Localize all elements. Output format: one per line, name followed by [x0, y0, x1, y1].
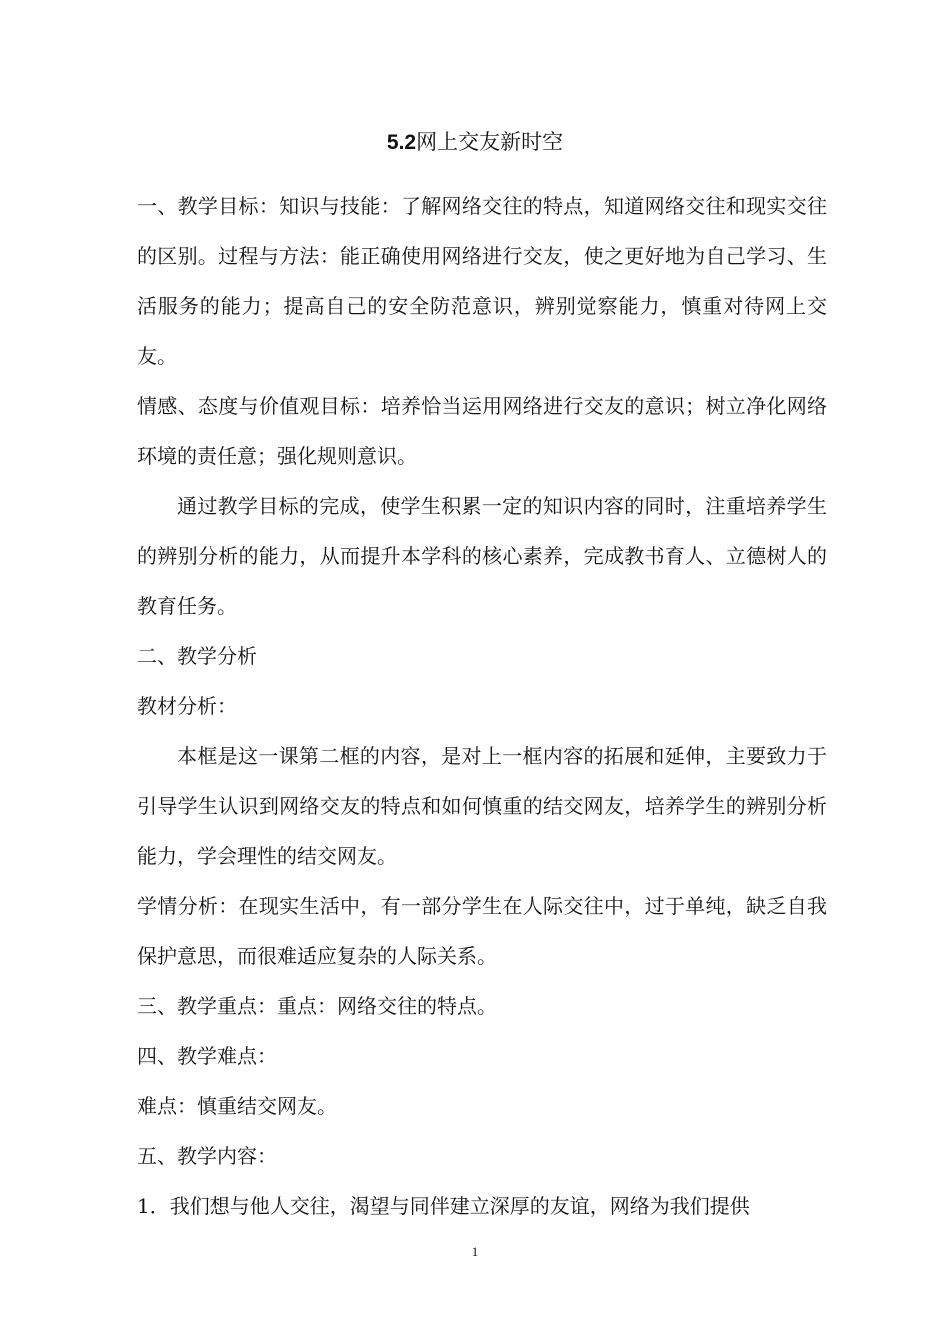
paragraph-student-analysis: 学情分析：在现实生活中，有一部分学生在人际交往中，过于单纯，缺乏自我保护意思，而很难适应复杂的人际关系。: [137, 894, 827, 968]
paragraph-textbook-analysis: 本框是这一课第二框的内容，是对上一框内容的拓展和延伸，主要致力于引导学生认识到网络交友的特点和如何慎重的结交网友，培养学生的辨别分析能力，学会理性的结交网友。: [137, 744, 827, 868]
title-number: 5.2: [386, 131, 417, 154]
heading-teaching-analysis: 二、教学分析: [137, 644, 257, 668]
paragraph-teaching-objectives: 一、教学目标：知识与技能：了解网络交往的特点，知道网络交往和现实交往的区别。过程与方法：能正确使用网络进行交友，使之更好地为自己学习、生活服务的能力；提高自己的安全防范意识，辨别觉察能力，慎重对待网上交友。: [137, 194, 827, 368]
paragraph-difficulties: 难点：慎重结交网友。: [137, 1094, 337, 1118]
paragraph-key-points: 三、教学重点：重点：网络交往的特点。: [137, 994, 497, 1018]
document-title: [0, 126, 950, 159]
heading-difficulties: 四、教学难点：: [137, 1044, 277, 1068]
paragraph-objective-summary: 通过教学目标的完成，使学生积累一定的知识内容的同时，注重培养学生的辨别分析的能力，从而提升本学科的核心素养，完成教书育人、立德树人的教育任务。: [137, 494, 827, 618]
title-text: 网上交友新时空: [416, 130, 564, 154]
paragraph-emotion-objectives: 情感、态度与价值观目标：培养恰当运用网络进行交友的意识；树立净化网络环境的责任意；强化规则意识。: [137, 394, 827, 468]
page-number: 1: [471, 1244, 479, 1259]
heading-textbook-analysis: 教材分析：: [137, 694, 237, 718]
document-body: [137, 181, 827, 1231]
paragraph-content-item-1: 1．我们想与他人交往，渴望与同伴建立深厚的友谊，网络为我们提供: [137, 1194, 750, 1218]
heading-teaching-content: 五、教学内容：: [137, 1144, 277, 1168]
